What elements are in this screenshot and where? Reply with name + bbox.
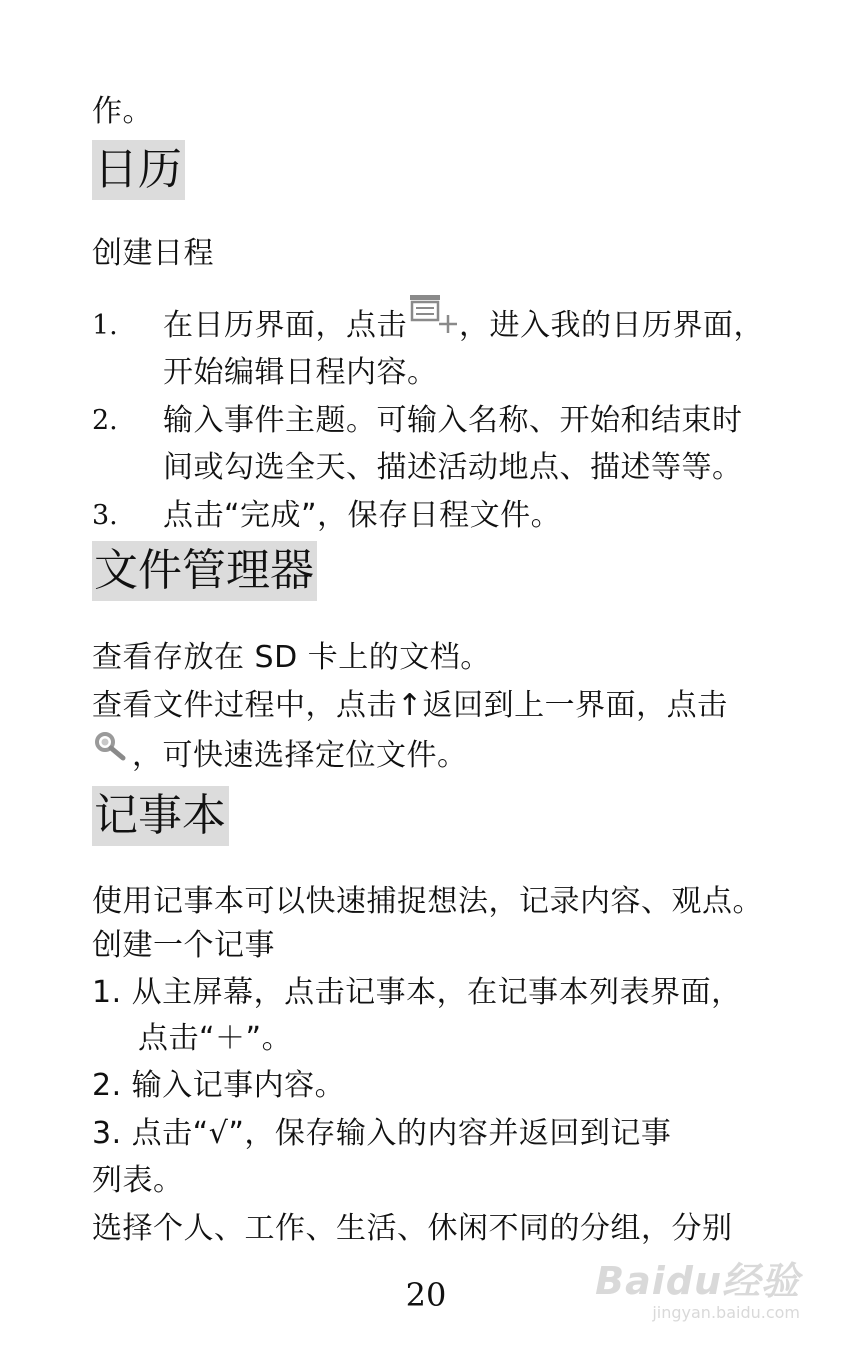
note-step-2: 2. 输入记事内容。 xyxy=(92,1068,346,1103)
note-step-3-line-2: 列表。 xyxy=(92,1163,184,1198)
file-manager-line-3 xyxy=(92,734,468,778)
file-manager-line-1: 查看存放在 SD 卡上的文档。 xyxy=(92,640,491,675)
notepad-last-line: 选择个人、工作、生活、休闲不同的分组，分别 xyxy=(92,1211,733,1246)
step-number: 3. xyxy=(92,500,118,531)
note-step-3-line-1: 3. 点击“√”，保存输入的内容并返回到记事 xyxy=(92,1116,672,1151)
step-2-line-2: 间或勾选全天、描述活动地点、描述等等。 xyxy=(163,450,743,485)
section-heading-notepad: 记事本 xyxy=(92,786,229,846)
page-number: 20 xyxy=(405,1276,447,1314)
watermark xyxy=(595,1250,800,1322)
search-icon xyxy=(92,729,132,769)
file-manager-line-2: 查看文件过程中，点击↑返回到上一界面，点击 xyxy=(92,688,728,723)
step-number: 1. xyxy=(92,310,118,341)
step-1-line-1 xyxy=(163,304,764,349)
calendar-add-icon xyxy=(407,293,459,337)
section-heading-file-manager: 文件管理器 xyxy=(92,541,317,601)
subheading-create-note: 创建一个记事 xyxy=(92,928,275,963)
section-heading-calendar: 日历 xyxy=(92,140,185,200)
subheading-create-schedule: 创建日程 xyxy=(92,236,214,271)
step-1-line-2: 开始编辑日程内容。 xyxy=(163,355,438,390)
watermark-brand: Baidu经验 xyxy=(595,1259,800,1303)
step-1-text-after: ，进入我的日历界面， xyxy=(459,308,764,343)
continued-text: 作。 xyxy=(92,94,153,129)
step-number: 2. xyxy=(92,405,118,436)
watermark-url: jingyan.baidu.com xyxy=(652,1303,800,1322)
notepad-intro: 使用记事本可以快速捕捉想法，记录内容、观点。 xyxy=(92,884,763,919)
note-step-1-line-2: 点击“＋”。 xyxy=(138,1021,293,1056)
file-manager-line-3-text: ，可快速选择定位文件。 xyxy=(132,738,468,773)
step-2-line-1: 输入事件主题。可输入名称、开始和结束时 xyxy=(163,403,743,438)
note-step-1-line-1: 1. 从主屏幕，点击记事本，在记事本列表界面， xyxy=(92,975,742,1010)
step-1-text-before: 在日历界面，点击 xyxy=(163,308,407,343)
step-3-line-1: 点击“完成”，保存日程文件。 xyxy=(163,498,562,533)
